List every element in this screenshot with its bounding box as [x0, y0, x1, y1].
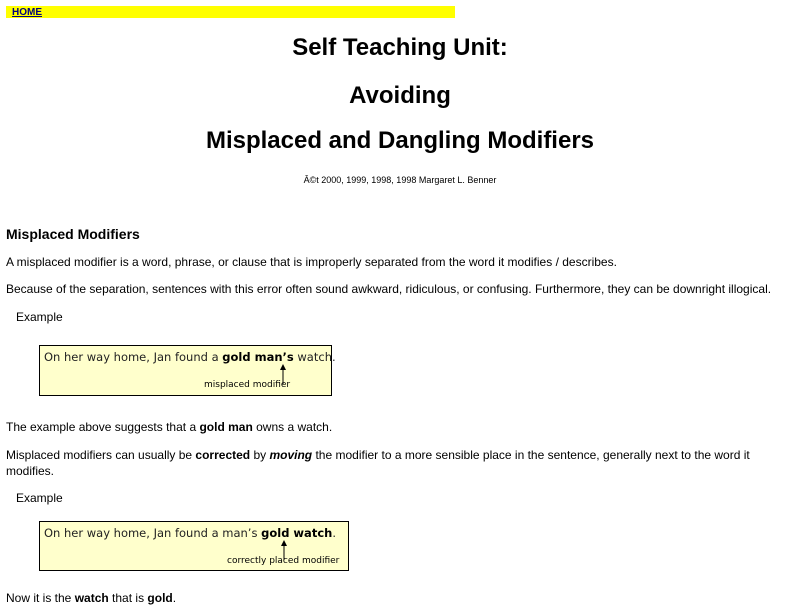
example-label-1: Example	[16, 310, 63, 324]
example-box-correct	[39, 521, 349, 571]
page-title-line-2: Avoiding	[349, 82, 451, 109]
p5-post: .	[172, 591, 177, 605]
p4-bold-corrected: corrected	[195, 448, 251, 462]
p3-pre: The example above suggests that a	[6, 420, 200, 434]
paragraph-correction	[6, 447, 782, 479]
p5-pre: Now it is the	[6, 591, 75, 605]
example-text-post: watch.	[293, 350, 336, 364]
example-note-correct: correctly placed modifier	[227, 556, 340, 566]
p4-post: the modifier to a more sensible place in the sentence, generally next to the word it modifies.	[6, 448, 750, 478]
nav-bar	[6, 6, 455, 18]
p3-bold: gold man	[199, 420, 253, 434]
example-text-modifier: gold man’s	[222, 350, 294, 364]
copyright-notice: Â©t 2000, 1999, 1998, 1998 Margaret L. Benner	[303, 175, 497, 185]
paragraph-example-explained	[6, 419, 782, 435]
example2-text-post: .	[332, 526, 336, 540]
p4-mid: by	[250, 448, 270, 462]
example2-text-pre: On her way home, Jan found a man’s	[44, 526, 262, 540]
example-note-misplaced: misplaced modifier	[204, 380, 291, 390]
section-heading: Misplaced Modifiers	[6, 226, 140, 242]
p5-mid: that is	[108, 591, 148, 605]
paragraph-definition: A misplaced modifier is a word, phrase, or clause that is improperly separated from the word it modifies / describes.	[6, 255, 617, 269]
home-link[interactable]: HOME	[12, 7, 42, 18]
example-label-2: Example	[16, 491, 63, 505]
p4-bold-moving: moving	[269, 448, 313, 462]
p5-bold-gold: gold	[147, 591, 173, 605]
paragraph-consequence: Because of the separation, sentences with this error often sound awkward, ridiculous, or confusing. Furthermore, they can be downright illogical.	[6, 282, 772, 296]
page-title-line-3: Misplaced and Dangling Modifiers	[205, 127, 595, 154]
p4-pre: Misplaced modifiers can usually be	[6, 448, 196, 462]
example-text-pre: On her way home, Jan found a	[44, 350, 223, 364]
example2-text-modifier: gold watch	[261, 526, 333, 540]
page-title-line-1: Self Teaching Unit:	[292, 34, 508, 61]
p3-post: owns a watch.	[252, 420, 333, 434]
paragraph-conclusion	[6, 590, 782, 606]
example-box-misplaced	[39, 345, 336, 396]
example-sentence-correct	[44, 526, 336, 540]
example-sentence-misplaced	[44, 350, 336, 364]
p5-bold-watch: watch	[74, 591, 109, 605]
